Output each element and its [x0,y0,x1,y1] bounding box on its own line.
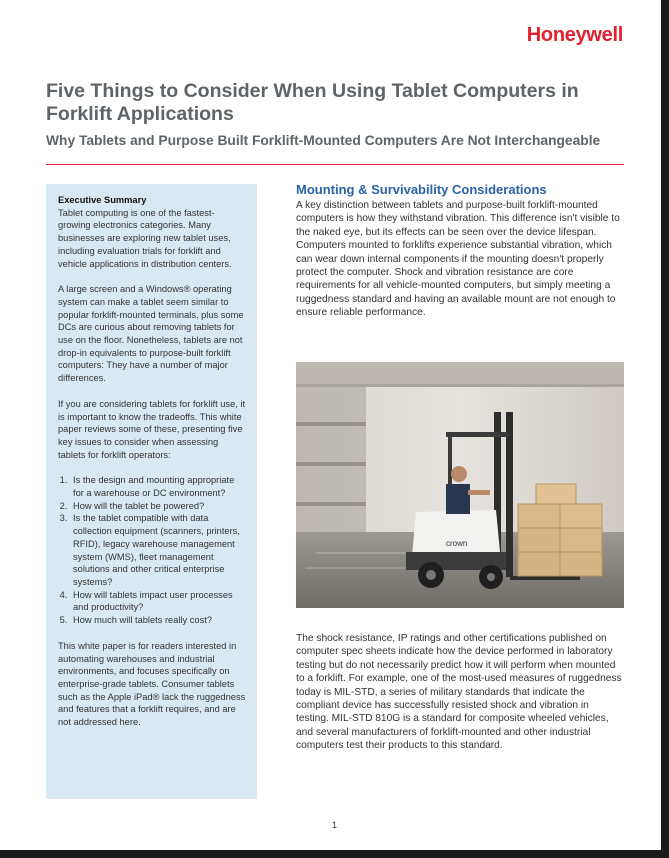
list-item: 3. Is the tablet compatible with data collection equipment (scanners, printers, RFID), legacy warehouse management system (WMS), fleet management solutions and other critical enterprise systems? [70,512,247,588]
sidebar-paragraph-3: If you are considering tablets for forklift use, it is important to know the tradeoffs. This white paper reviews some of these, presenting five key issues to consider when assessing tablets for forklift operators: [58,398,246,460]
forklift-photo [296,362,624,608]
sidebar-paragraph-2: A large screen and a Windows® operating system can make a tablet seem similar to popular forklift-mounted terminals, plus some DCs are curious about removing tablets for use on the floor. Nonetheless, tablets are not drop-in equivalents to purpose-built forklift computers: They have a number of major differences. [58,284,244,384]
executive-summary-sidebar [46,184,257,799]
sidebar-intro: Tablet computing is one of the fastest-growing electronics categories. Many businesses are exploring new tablet uses, including evaluation trials for forklift and vehicle applications in distribution centers. [58,207,232,269]
list-item: 5. How much will tablets really cost? [70,614,247,627]
body-paragraph-1: A key distinction between tablets and purpose-built forklift-mounted computers is how they withstand vibration. This difference isn't visible to the naked eye, but its effects can be seen over the device lifespan. Computers mounted to forklifts experience substantial vibration, which can wear down internal components if the mounting doesn't properly protect the computer. Shock and vibration resistance are core requirements for all vehicle-mounted computers, but simply meeting a ruggedness standard and having an available mount are not enough to ensure reliable performance. [296,200,620,319]
forklift-brand-label: crown [446,539,468,548]
list-item: 2. How will the tablet be powered? [70,500,247,513]
header-divider [46,164,624,165]
sidebar-paragraph-4: This white paper is for readers interested in automating warehouses and industrial environments, and focuses specifically on enterprise-grade tablets. Consumer tablets such as the Apple iPad® lack the ruggedness and features that a forklift requires, and are not addressed here. [58,640,246,728]
list-item: 4. How will tablets impact user processes and productivity? [70,589,247,614]
sidebar-heading: Executive Summary [58,195,147,205]
forklift-illustration [296,362,624,608]
honeywell-logo: Honeywell [526,24,623,46]
page-number: 1 [331,820,337,830]
list-item: 1. Is the design and mounting appropriate for a warehouse or DC environment? [70,474,247,499]
body-paragraph-2: The shock resistance, IP ratings and other certifications published on computer spec sheets indicate how the device performed in laboratory testing but do not necessarily predict how it will perform when mounted to a forklift. For example, one of the most-used measures of ruggedness today is MIL-STD, a series of military standards that indicate the compliant device has successfully resisted shock and vibration in testing. MIL-STD 810G is a standard for composite wheeled vehicles, and several manufacturers of forklift-mounted and other industrial computers test their products to this standard. [296,633,622,752]
key-issues-list [58,474,247,626]
page-subtitle: Why Tablets and Purpose Built Forklift-Mounted Computers Are Not Interchangeable [46,133,601,148]
page-title: Five Things to Consider When Using Tablet Computers in Forklift Applications [46,80,579,125]
section-heading: Mounting & Survivability Considerations [296,182,547,197]
